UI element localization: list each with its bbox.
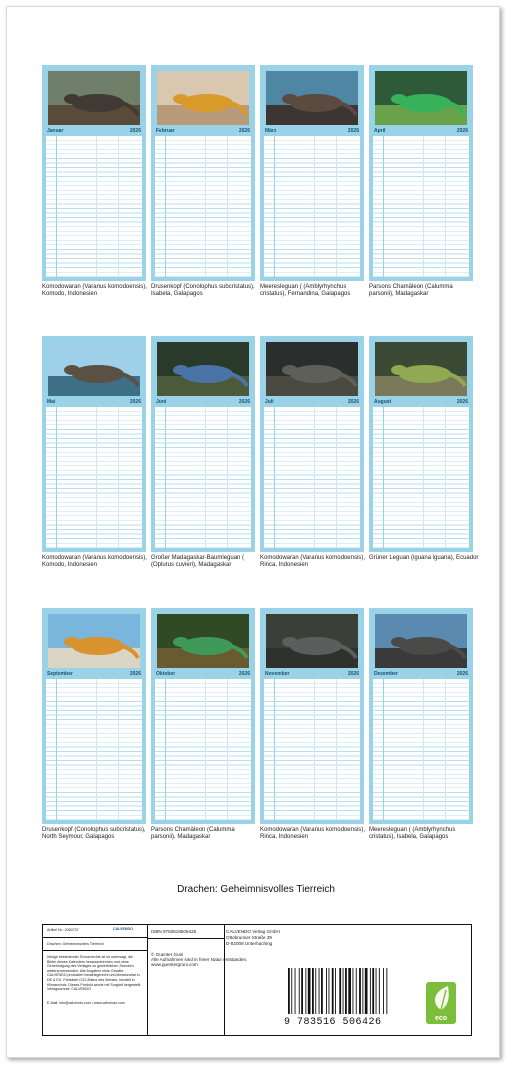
month-photo (157, 342, 249, 396)
photo-caption: Komodowaran (Varanus komodoensis), Rinca, Indonesien (260, 555, 365, 568)
month-header (155, 670, 251, 678)
barcode-bar (308, 968, 311, 1014)
day-grid (373, 679, 469, 820)
month-header (46, 127, 142, 135)
article-number: Artikel Nr.: 2060737 (47, 928, 79, 932)
barcode-bar (301, 968, 303, 1014)
barcode-bar (348, 968, 351, 1014)
barcode-bar (353, 968, 354, 1014)
month-header (373, 127, 469, 135)
month-year: 2026 (347, 128, 359, 134)
month-header (155, 127, 251, 135)
contact-line: E-Mail: info@calvendo.com • www.calvendo.com (47, 1001, 125, 1005)
product-title-row (43, 938, 147, 951)
barcode-bar (359, 968, 361, 1014)
barcode-bar (326, 968, 327, 1014)
calvendo-logo: CALVENDO (113, 927, 133, 931)
month-name: Dezember (374, 671, 398, 677)
footer-left-column (43, 925, 148, 1035)
barcode-bar (345, 968, 347, 1014)
calendar-title: Drachen: Geheimnisvolles Tierreich (177, 884, 335, 895)
photo-caption: Parsons Chamäleon (Calumma parsonii), Madagaskar (151, 827, 235, 840)
month-header (155, 398, 251, 406)
eco-label-text: eco (434, 1015, 448, 1022)
month-name: August (374, 399, 392, 405)
day-grid (46, 136, 142, 277)
copyright-text: © Guenter Guni (151, 952, 184, 957)
month-name: Juni (156, 399, 167, 405)
month-header (264, 127, 360, 135)
month-frame (151, 336, 255, 552)
day-grid (155, 679, 251, 820)
footer-middle-column (148, 925, 248, 1035)
month-name: Februar (156, 128, 175, 134)
barcode-bar (356, 968, 357, 1014)
month-photo (157, 614, 249, 668)
month-photo (266, 614, 358, 668)
barcode-bar (343, 968, 344, 1014)
month-name: September (47, 671, 73, 677)
day-grid (373, 136, 469, 277)
month-frame (151, 65, 255, 281)
month-frame (42, 65, 146, 281)
photo-caption: Komodowaran (Varanus komodoensis), Rinca, Indonesien (260, 827, 365, 840)
barcode-bar (370, 968, 371, 1014)
month-name: Januar (47, 128, 64, 134)
month-year: 2026 (347, 671, 359, 677)
month-photo (157, 71, 249, 125)
photo-caption: Großer Madagaskar-Baumleguan ( (Oplurus cuvieri), Madagaskar (151, 555, 245, 568)
month-header (373, 398, 469, 406)
barcode-bar (329, 968, 330, 1014)
month-header (46, 398, 142, 406)
month-photo (48, 342, 140, 396)
month-name: Oktober (156, 671, 176, 677)
publisher-city: D-82008 Unterhaching (226, 941, 273, 946)
photo-caption: Komodowaran (Varanus komodoensis), Komodo, Indonesien (42, 555, 147, 568)
publisher-street: Ottobrunner Straße 39 (226, 935, 272, 940)
barcode (286, 968, 404, 1014)
day-grid (264, 679, 360, 820)
month-photo (375, 71, 467, 125)
month-year: 2026 (129, 399, 141, 405)
day-grid (264, 136, 360, 277)
month-year: 2026 (238, 671, 250, 677)
month-photo (266, 71, 358, 125)
month-year: 2026 (238, 128, 250, 134)
day-grid (46, 679, 142, 820)
barcode-bar (365, 968, 368, 1014)
photo-caption: Komodowaran (Varanus komodoensis), Komodo, Indonesien (42, 284, 147, 297)
month-year: 2026 (456, 128, 468, 134)
barcode-bar (339, 968, 341, 1014)
day-grid (155, 136, 251, 277)
photo-caption: Drusenkopf (Conolophus subcristatus), Isabela, Galapagos (151, 284, 255, 297)
barcode-bar (288, 968, 290, 1014)
month-frame (260, 65, 364, 281)
barcode-bar (362, 968, 363, 1014)
day-grid (264, 407, 360, 548)
month-frame (369, 608, 473, 824)
photo-caption: Meeresleguan ( (Amblyrhynchus cristatus), Isabela, Galapagos (369, 827, 456, 840)
photo-caption: Meeresleguan ( (Amblyrhynchus cristatus), Fernandina, Galapagos (260, 284, 351, 297)
barcode-bar (321, 968, 323, 1014)
barcode-bar (376, 968, 377, 1014)
barcode-bar (319, 968, 320, 1014)
month-frame (369, 336, 473, 552)
website-text: www.guentergruni.com (151, 962, 198, 967)
legal-notice: Infolge bestehender Schutzrechte ist es untersagt, die Bilder dieses Kalenders herauszutrennen und ohne Genehmigung des Verlages zu gewerblichen Zwecken weiterzuverwenden. Alle Angaben ohne Gewähr. CALVENDO produziert bedarfsgerecht und klimaneutral in DE & EU. Preisliste CO2-Bilanz des Werkes, bezahlt in Klimaschutz. Dieses Produkt wurde mit Sorgfalt hergestellt. Verlagsschutz: CALVENDO (47, 955, 142, 992)
month-photo (266, 342, 358, 396)
month-frame (151, 608, 255, 824)
month-frame (369, 65, 473, 281)
barcode-bar (335, 968, 336, 1014)
month-year: 2026 (456, 671, 468, 677)
isbn-text: ISBN 9783516506426 (151, 929, 197, 934)
month-name: Mai (47, 399, 56, 405)
day-grid (46, 407, 142, 548)
photo-caption: Grüner Leguan (iguana iguana), Ecuador (369, 555, 479, 561)
day-grid (373, 407, 469, 548)
photo-note: Alle Aufnahmen sind in freier Natur entstanden. (151, 957, 248, 962)
barcode-bar (315, 968, 316, 1014)
photo-caption: Parsons Chamäleon (Calumma parsonii), Madagaskar (369, 284, 453, 297)
month-frame (260, 608, 364, 824)
month-photo (48, 71, 140, 125)
barcode-bar (372, 968, 374, 1014)
month-year: 2026 (347, 399, 359, 405)
month-header (264, 670, 360, 678)
article-row (43, 925, 147, 938)
day-grid (155, 407, 251, 548)
barcode-bar (312, 968, 314, 1014)
month-year: 2026 (129, 128, 141, 134)
barcode-bar (332, 968, 334, 1014)
barcode-bar (305, 968, 306, 1014)
month-photo (375, 614, 467, 668)
month-name: März (265, 128, 277, 134)
month-frame (42, 336, 146, 552)
publisher-name: CALVENDO Verlag GmbH (226, 929, 280, 934)
leaf-icon (426, 982, 456, 1014)
month-frame (42, 608, 146, 824)
month-year: 2026 (238, 399, 250, 405)
photo-caption: Drusenkopf (Conolophus subcristatus), North Seymour, Galapagos (42, 827, 146, 840)
month-header (373, 670, 469, 678)
month-photo (375, 342, 467, 396)
month-name: November (265, 671, 290, 677)
month-frame (260, 336, 364, 552)
barcode-digits: 9 783516 506426 (284, 1017, 382, 1028)
month-header (46, 670, 142, 678)
month-photo (48, 614, 140, 668)
product-title: Drachen: Geheimnisvolles Tierreich (47, 942, 104, 946)
month-name: April (374, 128, 386, 134)
barcode-bar (291, 968, 292, 1014)
month-header (264, 398, 360, 406)
barcode-bar (379, 968, 380, 1014)
barcode-bar (299, 968, 300, 1014)
month-year: 2026 (129, 671, 141, 677)
barcode-bar (383, 968, 384, 1014)
eco-label-icon (426, 982, 456, 1024)
barcode-bar (295, 968, 296, 1014)
month-year: 2026 (456, 399, 468, 405)
divider (148, 938, 224, 939)
barcode-bar (386, 968, 387, 1014)
month-name: Juli (265, 399, 274, 405)
